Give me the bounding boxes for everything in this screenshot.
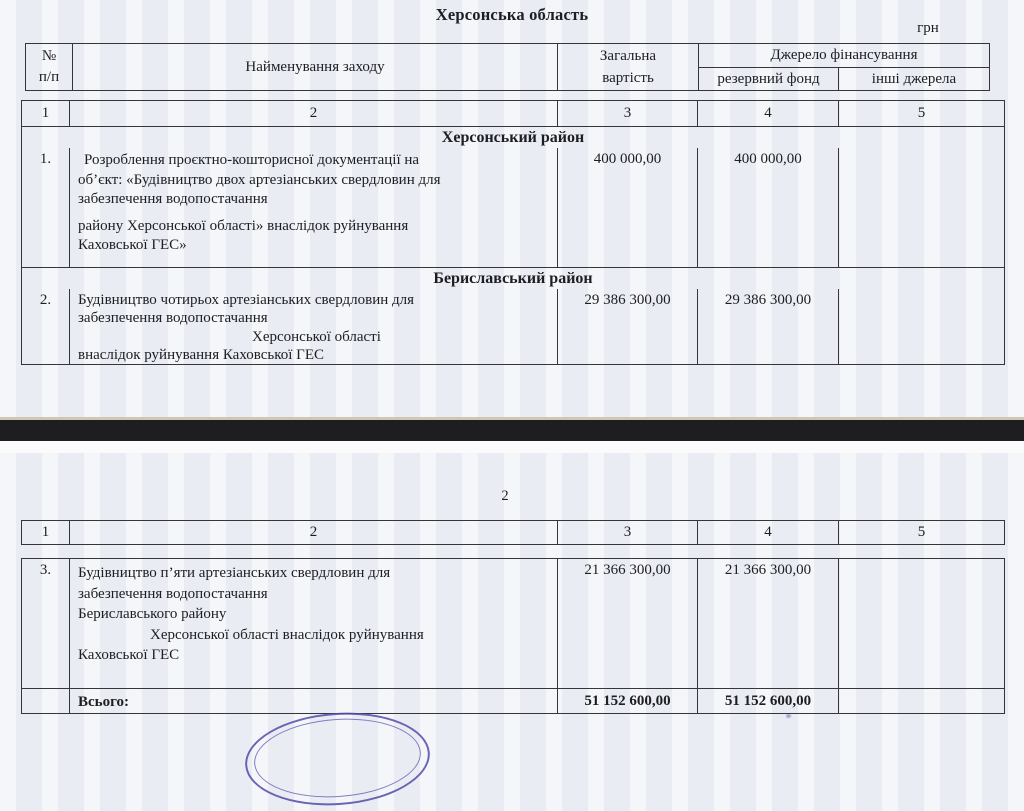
row2-reserve-fund: 29 386 300,00 (698, 289, 839, 364)
row1-total-cost: 400 000,00 (558, 148, 698, 267)
district-header-khersonskyi: Херсонський район (22, 126, 1004, 148)
row1-other-sources (839, 148, 1004, 267)
header-col-name: Найменування заходу (73, 44, 558, 90)
col-index-4: 4 (698, 521, 839, 544)
row3-number: 3. (22, 559, 70, 688)
col-index-2: 2 (70, 521, 558, 544)
row2-line1: Будівництво чотирьох артезіанських свердловин для (78, 292, 415, 308)
table-page1 (21, 100, 1005, 365)
col-index-3: 3 (558, 521, 698, 544)
header-col-number (26, 44, 73, 90)
row1-reserve-fund: 400 000,00 (698, 148, 839, 267)
row3-reserve-fund: 21 366 300,00 (698, 559, 839, 688)
row1-line3: забезпечення водопостачання (78, 191, 268, 207)
totals-empty-number (22, 689, 70, 713)
column-numbering-row (22, 101, 1004, 126)
page-number: 2 (501, 488, 509, 504)
table-page2-numbering (21, 520, 1005, 545)
row3-line5: Каховської ГЕС (78, 647, 180, 663)
row3-description (70, 559, 558, 688)
row3-line2: забезпечення водопостачання (78, 585, 268, 602)
row2-description (70, 289, 558, 364)
row2-number: 2. (22, 289, 70, 364)
row2-total-cost: 29 386 300,00 (558, 289, 698, 364)
row3-total-cost: 21 366 300,00 (558, 559, 698, 688)
page-break-gap (0, 441, 1024, 453)
col-index-3: 3 (558, 101, 698, 126)
row2-line4: внаслідок руйнування Каховської ГЕС (78, 346, 325, 363)
row1-number: 1. (22, 148, 70, 267)
row3-line1: Будівництво п’яти артезіанських свердловин для (78, 565, 391, 581)
col-index-2: 2 (70, 101, 558, 126)
row1-line5: Каховської ГЕС» (78, 237, 187, 253)
page-break-bar (0, 417, 1024, 441)
row1-line4: району Херсонської області» внаслідок руйнування (78, 217, 409, 234)
header-other-sources: інші джерела (871, 70, 957, 87)
totals-label: Всього: (70, 689, 558, 713)
row3-line3: Бериславського району (78, 606, 227, 622)
row2-line3: Херсонської області (252, 328, 381, 345)
totals-reserve-fund: 51 152 600,00 (698, 689, 839, 713)
col-index-5: 5 (917, 105, 926, 121)
row3-line4: Херсонської області внаслідок руйнування (150, 626, 424, 643)
totals-other-sources (839, 689, 1004, 713)
col-index-1: 1 (22, 521, 70, 544)
col-index-5: 5 (917, 524, 926, 540)
table-header (25, 43, 990, 91)
row1-description (70, 148, 558, 267)
table-row (22, 289, 1004, 364)
document-title: Херсонська область (435, 5, 589, 24)
totals-total-cost: 51 152 600,00 (558, 689, 698, 713)
row2-line2: забезпечення водопостачання (78, 310, 268, 327)
table-row (22, 559, 1004, 688)
row1-line2: об’єкт: «Будівництво двох артезіанських свердловин для (78, 171, 441, 188)
header-funding-source-group: Джерело фінансування (699, 44, 989, 68)
header-reserve-fund: резервний фонд (699, 68, 839, 90)
row1-line1: Розроблення проєктно-кошторисної документації на (84, 152, 420, 168)
col-index-4: 4 (698, 101, 839, 126)
col-index-1: 1 (22, 101, 70, 126)
header-total-line1: Загальна (599, 48, 657, 64)
column-numbering-row (22, 521, 1004, 544)
header-no-line2: п/п (38, 69, 60, 85)
row3-other-sources (839, 559, 1004, 688)
table-row (22, 148, 1004, 267)
header-col-total (558, 44, 699, 90)
totals-row (22, 688, 1004, 713)
district-header-beryslavskyi: Бериславський район (22, 267, 1004, 289)
row2-other-sources (839, 289, 1004, 364)
ink-speck-icon (786, 714, 791, 718)
table-page2 (21, 558, 1005, 714)
header-total-line2: вартість (602, 70, 654, 86)
currency-label: грн (917, 20, 939, 36)
header-no-line1: № (41, 48, 57, 64)
